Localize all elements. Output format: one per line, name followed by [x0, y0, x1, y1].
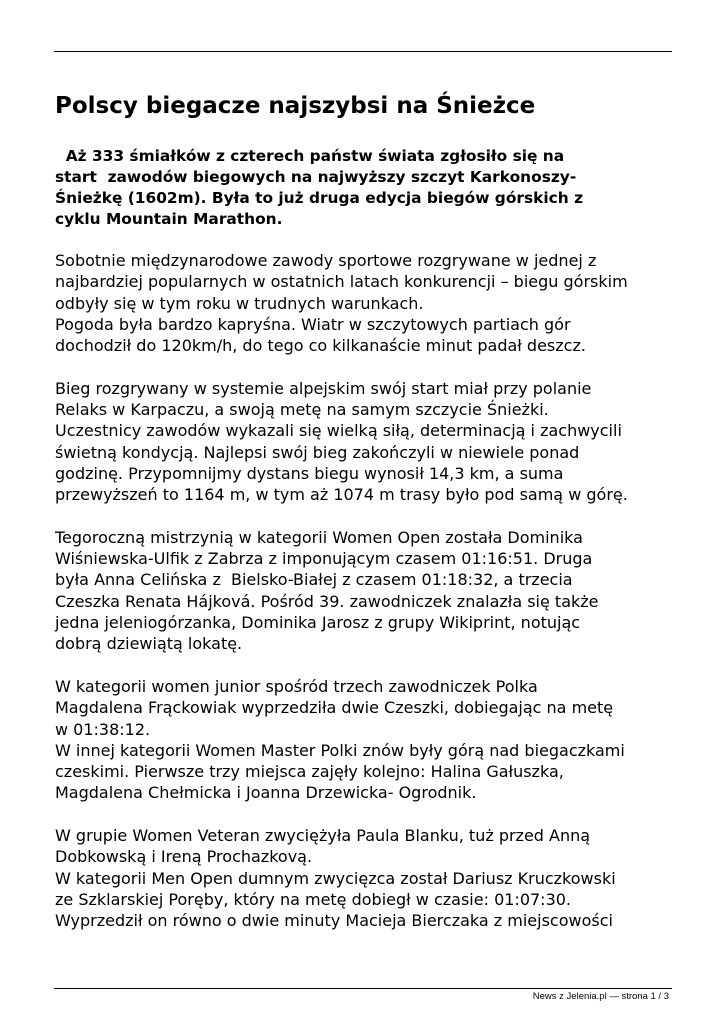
article-title: Polscy biegacze najszybsi na Śnieżce — [55, 93, 536, 119]
text-line: Sobotnie międzynarodowe zawody sportowe rozgrywane w jednej z — [55, 251, 597, 270]
lead-line: start zawodów biegowych na najwyższy szczyt Karkonoszy- — [55, 168, 577, 186]
text-line: świetną kondycją. Najlepsi swój bieg zakończyli w niewiele ponad — [55, 442, 580, 462]
lead-line: Aż 333 śmiałków z czterech państw świata zgłosiło się na — [55, 147, 565, 165]
text-line: W grupie Women Veteran zwyciężyła Paula Blanku, tuż przed Anną — [55, 826, 591, 846]
lead-line: Śnieżkę (1602m). Była to już druga edycja biegów górskich z — [55, 189, 584, 207]
text-line: Czeszka Renata Hájková. Pośród 39. zawodniczek znalazła się także — [55, 591, 599, 611]
page-footer: News z Jelenia.pl — strona 1 / 3 — [532, 991, 669, 1002]
text-line: jedna jeleniogórzanka, Dominika Jarosz z grupy Wikiprint, notując — [55, 613, 581, 633]
text-line: była Anna Celińska z Bielsko-Białej z czasem 01:18:32, a trzecia — [55, 570, 573, 590]
paragraph-gap — [55, 804, 695, 825]
text-line: dobrą dziewiątą lokatę. — [55, 634, 243, 654]
lead-line: cyklu Mountain Marathon. — [55, 210, 283, 228]
text-line: w 01:38:12. — [55, 719, 151, 739]
text-line: dochodził do 120km/h, do tego co kilkanaście minut padał deszcz. — [55, 336, 586, 356]
paragraph-5 — [55, 825, 695, 931]
paragraph-gap — [55, 506, 695, 527]
text-line: Bieg rozgrywany w systemie alpejskim swój start miał przy polanie — [55, 378, 592, 398]
paragraph-3 — [55, 527, 695, 655]
text-line: ze Szklarskiej Poręby, który na metę dobiegł w czasie: 01:07:30. — [55, 889, 572, 909]
header-rule — [54, 51, 672, 52]
text-line: Dobkowską i Ireną Prochazkovą. — [55, 847, 313, 867]
text-line: Tegoroczną mistrzynią w kategorii Women Open została Dominika — [55, 527, 583, 547]
text-line: W kategorii women junior spośród trzech zawodniczek Polka — [55, 676, 538, 696]
paragraph-1 — [55, 250, 695, 356]
paragraph-gap — [55, 356, 695, 377]
text-line: W kategorii Men Open dumnym zwycięzca został Dariusz Kruczkowski — [55, 868, 616, 888]
text-line: Uczestnicy zawodów wykazali się wielką siłą, determinacją i zachwycili — [55, 421, 622, 441]
paragraph-gap — [55, 655, 695, 676]
text-line: czeskimi. Pierwsze trzy miejsca zajęły kolejno: Halina Gałuszka, — [55, 762, 564, 782]
text-line: Magdalena Frąckowiak wyprzedziła dwie Czeszki, dobiegając na metę — [55, 698, 614, 718]
text-line: godzinę. Przypomnijmy dystans biegu wynosił 14,3 km, a suma — [55, 463, 564, 483]
text-line: W innej kategorii Women Master Polki znów były górą nad biegaczkami — [55, 740, 625, 760]
article-body — [55, 250, 695, 932]
text-line: Wiśniewska-Ulfik z Zabrza z imponującym czasem 01:16:51. Druga — [55, 549, 593, 569]
article-lead — [55, 146, 680, 230]
paragraph-2 — [55, 378, 695, 506]
footer-rule — [54, 988, 672, 989]
text-line: Magdalena Chełmicka i Joanna Drzewicka- Ogrodnik. — [55, 783, 477, 803]
text-line: Wyprzedził on równo o dwie minuty Macieja Bierczaka z miejscowości — [55, 911, 613, 931]
text-line: odbyły się w tym roku w trudnych warunkach. — [55, 293, 424, 313]
text-line: najbardziej popularnych w ostatnich latach konkurencji – biegu górskim — [55, 272, 628, 292]
text-line: Relaks w Karpaczu, a swoją metę na samym szczycie Śnieżki. — [55, 400, 549, 420]
paragraph-4 — [55, 676, 695, 804]
text-line: Pogoda była bardzo kapryśna. Wiatr w szczytowych partiach gór — [55, 314, 571, 334]
text-line: przewyższeń to 1164 m, w tym aż 1074 m trasy było pod samą w górę. — [55, 485, 628, 505]
